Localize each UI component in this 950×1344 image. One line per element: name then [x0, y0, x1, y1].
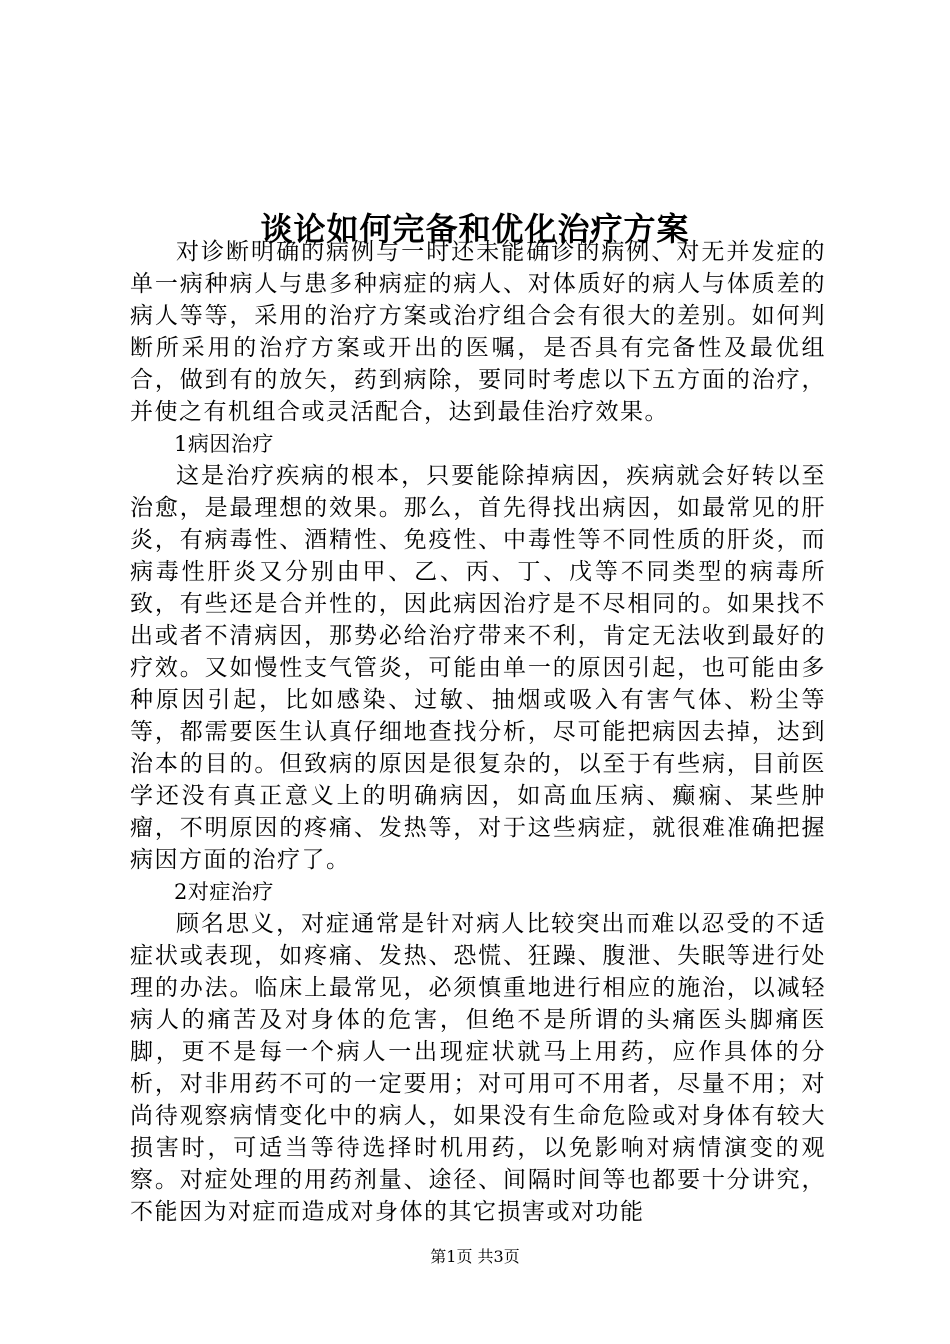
section-heading-cause-treatment: 1病因治疗 — [174, 432, 274, 456]
section-paragraph-cause-treatment: 这是治疗疾病的根本，只要能除掉病因，疾病就会好转以至治愈，是最理想的效果。那么，首先得找出病因，如最常见的肝炎，有病毒性、酒精性、免疫性、中毒性等不同性质的肝炎，而病毒性肝炎又分别由甲、乙、丙、丁、戊等不同类型的病毒所致，有些还是合并性的，因此病因治疗是不尽相同的。如果找不出或者不清病因，那势必给治疗带来不利，肯定无法收到最好的疗效。又如慢性支气管炎，可能由单一的原因引起，也可能由多种原因引起，比如感染、过敏、抽烟或吸入有害气体、粉尘等等，都需要医生认真仔细地查找分析，尽可能把病因去掉，达到治本的目的。但致病的原因是很复杂的，以至于有些病，目前医学还没有真正意义上的明确病因，如高血压病、癫痫、某些肿瘤，不明原因的疼痛、发热等，对于这些病症，就很难准确把握病因方面的治疗了。 — [130, 463, 826, 873]
intro-paragraph: 对诊断明确的病例与一时还未能确诊的病例、对无并发症的单一病种病人与患多种病症的病人、对体质好的病人与体质差的病人等等，采用的治疗方案或治疗组合会有很大的差别。如何判断所采用的治疗方案或开出的医嘱，是否具有完备性及最优组合，做到有的放矢，药到病除，要同时考虑以下五方面的治疗，并使之有机组合或灵活配合，达到最佳治疗效果。 — [130, 239, 826, 425]
page-footer: 第1页 共3页 — [430, 1247, 520, 1266]
document-body — [130, 236, 826, 1228]
section-heading-symptomatic-treatment: 2对症治疗 — [174, 880, 274, 904]
section-paragraph-symptomatic-treatment: 顾名思义，对症通常是针对病人比较突出而难以忍受的不适症状或表现，如疼痛、发热、恐慌、狂躁、腹泄、失眠等进行处理的办法。临床上最常见，必须慎重地进行相应的施治，以减轻病人的痛苦及对身体的危害，但绝不是所谓的头痛医头脚痛医脚，更不是每一个病人一出现症状就马上用药，应作具体的分析，对非用药不可的一定要用；对可用可不用者，尽量不用；对尚待观察病情变化中的病人，如果没有生命危险或对身体有较大损害时，可适当等待选择时机用药，以免影响对病情演变的观察。对症处理的用药剂量、途径、间隔时间等也都要十分讲究，不能因为对症而造成对身体的其它损害或对功能 — [130, 911, 826, 1225]
document-title: 谈论如何完备和优化治疗方案 — [260, 210, 690, 249]
